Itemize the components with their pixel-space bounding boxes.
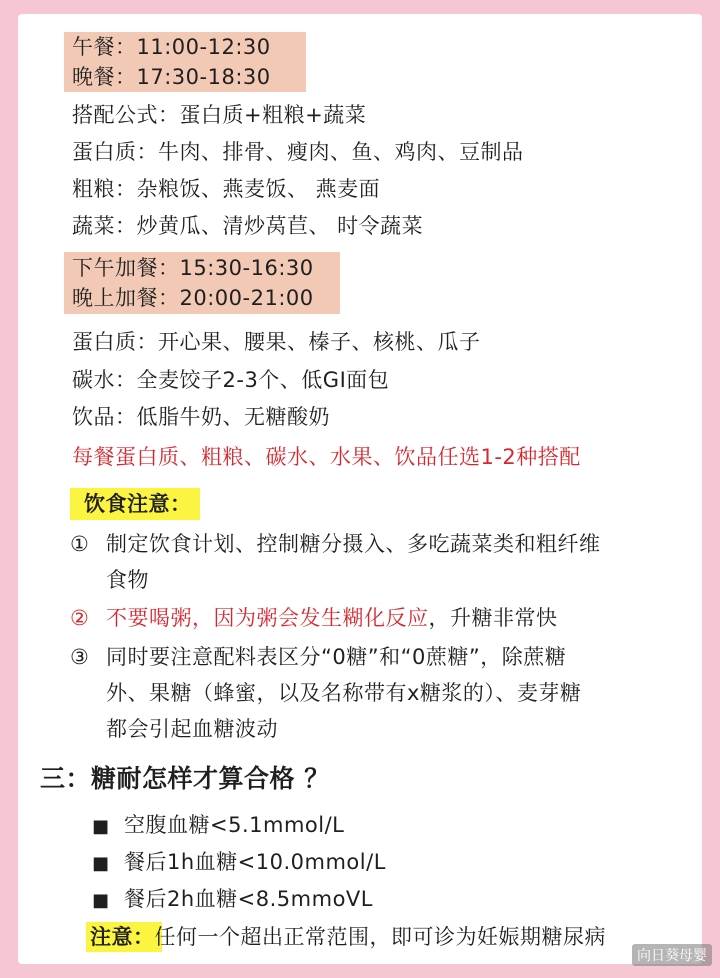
section-3-title: 三：糖耐怎样才算合格 ？ — [40, 764, 330, 793]
evening-snack-time: 晚上加餐：20:00-21:00 — [72, 286, 314, 310]
criteria-item — [92, 847, 386, 879]
criteria-text: 空腹血糖<5.1mmol/L — [124, 813, 345, 837]
note-item-3-cont-1: 外、果糖（蜂蜜，以及名称带有x糖浆的）、麦芽糖 — [106, 681, 582, 705]
diet-notes-heading: 饮食注意： — [84, 492, 192, 516]
criteria-item — [92, 884, 373, 916]
square-bullet-icon: ■ — [92, 816, 110, 837]
watermark: 向日葵母婴 — [632, 944, 712, 966]
note-item-3 — [70, 642, 566, 672]
note-text: 制定饮食计划、控制糖分摄入、多吃蔬菜类和粗纤维 — [106, 532, 601, 556]
snack-protein-line: 蛋白质：开心果、腰果、榛子、核桃、瓜子 — [72, 330, 481, 354]
combination-rule: 每餐蛋白质、粗粮、碳水、水果、饮品任选1-2种搭配 — [72, 445, 581, 469]
dinner-time: 晚餐：17:30-18:30 — [72, 65, 271, 89]
note-label: 注意： — [90, 925, 155, 949]
protein-line: 蛋白质：牛肉、排骨、瘦肉、鱼、鸡肉、豆制品 — [72, 140, 524, 164]
grains-line: 粗粮：杂粮饭、燕麦饭、 燕麦面 — [72, 177, 381, 201]
formula-line: 搭配公式：蛋白质+粗粮+蔬菜 — [72, 103, 367, 127]
note-number: ① — [70, 532, 90, 556]
note-body: 任何一个超出正常范围，即可诊为妊娠期糖尿病 — [154, 925, 606, 949]
afternoon-snack-time: 下午加餐：15:30-16:30 — [72, 256, 314, 280]
note-text: 同时要注意配料表区分“0糖”和“0蔗糖”，除蔗糖 — [106, 645, 567, 669]
criteria-text: 餐后2h血糖<8.5mmoVL — [124, 887, 373, 911]
note-warning-text: 不要喝粥，因为粥会发生糊化反应 — [106, 606, 429, 630]
carbs-line: 碳水：全麦饺子2-3个、低GI面包 — [72, 368, 390, 392]
note-text: ，升糖非常快 — [428, 606, 558, 630]
note-item-2 — [70, 603, 558, 633]
criteria-item — [92, 810, 344, 842]
note-number: ② — [70, 606, 90, 630]
final-note — [90, 922, 606, 952]
note-number: ③ — [70, 645, 90, 669]
criteria-text: 餐后1h血糖<10.0mmol/L — [124, 850, 386, 874]
drinks-line: 饮品：低脂牛奶、无糖酸奶 — [72, 405, 330, 429]
square-bullet-icon: ■ — [92, 890, 110, 911]
square-bullet-icon: ■ — [92, 853, 110, 874]
note-item-3-cont-2: 都会引起血糖波动 — [106, 717, 278, 741]
lunch-time: 午餐：11:00-12:30 — [72, 35, 271, 59]
vegetables-line: 蔬菜：炒黄瓜、清炒莴苣、 时令蔬菜 — [72, 214, 424, 238]
note-item-1 — [70, 529, 601, 559]
note-item-1-cont: 食物 — [106, 568, 149, 592]
